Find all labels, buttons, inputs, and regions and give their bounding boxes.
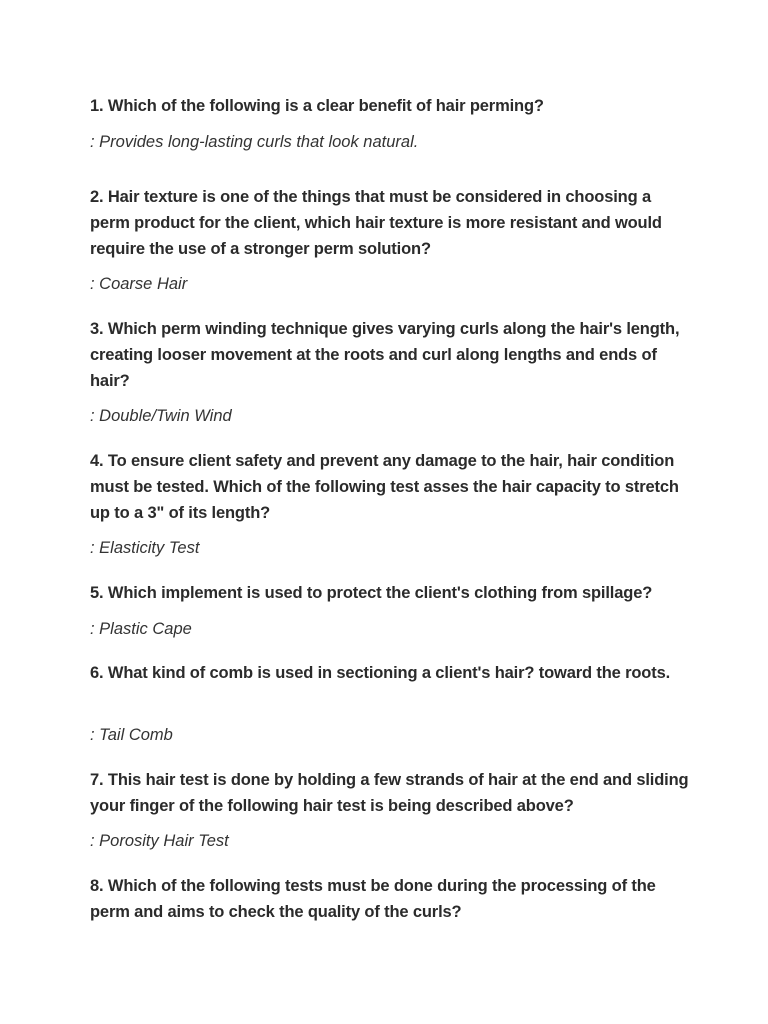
answer-1: : Provides long-lasting curls that look natural. <box>90 133 419 151</box>
question-1: 1. Which of the following is a clear benefit of hair perming? <box>90 97 544 115</box>
question-6: 6. What kind of comb is used in sectioning a client's hair? toward the roots. <box>90 664 671 682</box>
answer-6: : Tail Comb <box>90 726 173 744</box>
question-7: 7. This hair test is done by holding a few strands of hair at the end and sliding your finger of the following hair test is being described above? <box>90 771 689 815</box>
question-5: 5. Which implement is used to protect the client's clothing from spillage? <box>90 584 653 602</box>
question-2: 2. Hair texture is one of the things that must be considered in choosing a perm product for the client, which hair texture is more resistant and would require the use of a stronger perm solution? <box>90 188 662 258</box>
answer-4: : Elasticity Test <box>90 539 200 557</box>
answer-7: : Porosity Hair Test <box>90 832 229 850</box>
question-3: 3. Which perm winding technique gives varying curls along the hair's length, creating looser movement at the roots and curl along lengths and ends of hair? <box>90 320 680 390</box>
question-8: 8. Which of the following tests must be done during the processing of the perm and aims to check the quality of the curls? <box>90 877 656 921</box>
answer-2: : Coarse Hair <box>90 275 188 293</box>
question-4: 4. To ensure client safety and prevent any damage to the hair, hair condition must be tested. Which of the following test asses the hair capacity to stretch up to a 3" of its length? <box>90 452 679 522</box>
answer-5: : Plastic Cape <box>90 620 192 638</box>
answer-3: : Double/Twin Wind <box>90 407 232 425</box>
